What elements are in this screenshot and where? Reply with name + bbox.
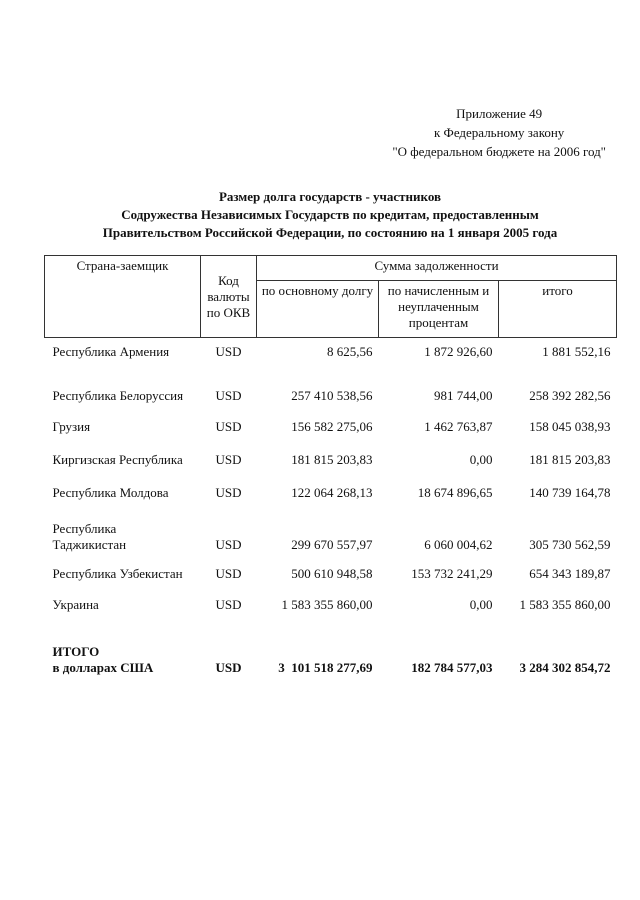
cell-currency: USD — [215, 565, 242, 581]
table-row — [45, 590, 617, 620]
table-row — [45, 509, 617, 557]
cell-interest: 0,00 — [469, 597, 493, 612]
cell-country: Республика Армения — [52, 344, 170, 359]
cell-principal: 122 064 268,13 — [291, 484, 373, 500]
cell-total: 654 343 189,87 — [529, 565, 611, 581]
title-line-1: Размер долга государств - участников — [218, 189, 442, 204]
total-principal: 3 101 518 277,69 — [278, 660, 373, 675]
document-title — [40, 188, 620, 242]
total-label-line-1: ИТОГО — [52, 644, 100, 659]
cell-total: 140 739 164,78 — [529, 484, 611, 500]
total-sum: 3 284 302 854,72 — [519, 660, 611, 675]
cell-currency: USD — [215, 451, 242, 467]
cell-interest: 981 744,00 — [434, 388, 493, 403]
cell-country-line-2: Таджикистан — [52, 537, 127, 552]
cell-total: 1 881 552,16 — [542, 344, 611, 359]
cell-currency: USD — [215, 484, 242, 500]
debt-table — [44, 255, 616, 676]
cell-interest: 0,00 — [469, 451, 493, 467]
cell-currency: USD — [215, 597, 242, 612]
table-row — [45, 557, 617, 590]
title-line-2: Содружества Независимых Государств по кредитам, предоставленным — [121, 207, 539, 222]
table-row — [45, 338, 617, 367]
cell-principal: 156 582 275,06 — [291, 418, 373, 434]
cell-currency: USD — [215, 537, 242, 552]
total-label-line-2: в долларах США — [52, 660, 154, 675]
appendix-line-3: "О федеральном бюджете на 2006 год" — [392, 144, 606, 159]
cell-principal: 1 583 355 860,00 — [281, 597, 373, 612]
cell-currency: USD — [215, 388, 242, 403]
cell-country-line-1: Республика — [52, 521, 117, 536]
table-spacer — [45, 620, 617, 640]
cell-interest: 6 060 004,62 — [424, 537, 493, 552]
table-header — [45, 256, 617, 338]
cell-currency: USD — [215, 344, 242, 359]
total-currency: USD — [215, 660, 242, 675]
table-row — [45, 410, 617, 443]
cell-currency: USD — [215, 418, 242, 434]
appendix-line-2: к Федеральному закону — [433, 125, 565, 140]
title-line-3: Правительством Российской Федерации, по состоянию на 1 января 2005 года — [102, 225, 558, 240]
appendix-line-1: Приложение 49 — [456, 106, 543, 121]
table-row — [45, 476, 617, 509]
header-currency-code: Код валюты по ОКВ — [201, 256, 257, 338]
cell-interest: 1 872 926,60 — [424, 344, 493, 359]
table-row — [45, 443, 617, 476]
cell-country: Республика Узбекистан — [52, 565, 183, 581]
cell-interest: 1 462 763,87 — [424, 418, 493, 434]
cell-country — [45, 509, 201, 557]
cell-principal: 8 625,56 — [327, 344, 373, 359]
cell-total: 1 583 355 860,00 — [519, 597, 611, 612]
cell-principal: 181 815 203,83 — [291, 451, 373, 467]
cell-country: Украина — [52, 597, 99, 612]
cell-interest: 153 732 241,29 — [411, 565, 493, 581]
cell-country: Республика Молдова — [52, 484, 169, 500]
appendix-note — [392, 104, 606, 161]
table-row — [45, 366, 617, 410]
total-label — [45, 640, 201, 676]
header-debt-sum: Сумма задолженности — [257, 256, 617, 281]
cell-country: Грузия — [52, 418, 91, 434]
cell-principal: 299 670 557,97 — [291, 537, 373, 552]
header-principal: по основному долгу — [257, 281, 379, 338]
header-interest: по начисленным и неуплаченным процентам — [379, 281, 499, 338]
total-row — [45, 640, 617, 676]
cell-country: Республика Белоруссия — [52, 388, 184, 403]
cell-total: 258 392 282,56 — [529, 388, 611, 403]
cell-total: 158 045 038,93 — [529, 418, 611, 434]
cell-interest: 18 674 896,65 — [417, 484, 493, 500]
total-interest: 182 784 577,03 — [411, 660, 493, 675]
cell-total: 181 815 203,83 — [529, 451, 611, 467]
cell-country: Киргизская Республика — [52, 451, 183, 467]
cell-principal: 257 410 538,56 — [291, 388, 373, 403]
cell-total: 305 730 562,59 — [529, 537, 611, 552]
header-total: итого — [499, 281, 617, 338]
cell-principal: 500 610 948,58 — [291, 565, 373, 581]
header-country: Страна-заемщик — [45, 256, 201, 338]
